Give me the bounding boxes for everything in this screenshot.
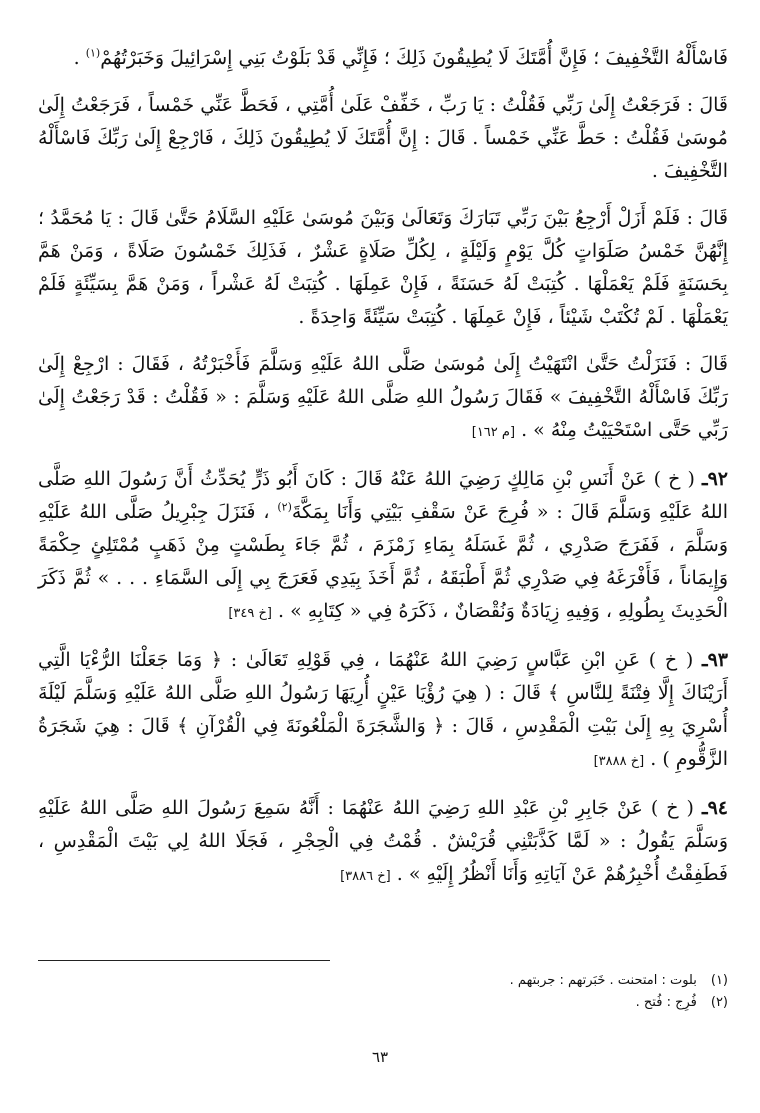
footnote-text: فُرِج : فُتح . (635, 995, 697, 1010)
paragraph-text-cont: ، فَنَزَلَ جِبْرِيلُ صَلَّى اللهُ عَلَيْهِ وَسَلَّمَ ، فَفَرَجَ صَدْرِي ، ثُمَّ غَسَلَهُ بِمَاءِ زَمْزَمَ ، ثُمَّ جَاءَ بِطَسْتٍ مِنْ ذَهَبٍ مُمْتَلِئٍ حِكْمَةً وَإِيمَاناً ، فَأَفْرَغَهُ فِي صَدْرِي ثُمَّ أَطْبَقَهُ ، ثُمَّ أَخَذَ بِيَدِي فَعَرَجَ بِي إِلَى السَّمَاءِ . . . » ثُمَّ ذَكَرَ الْحَدِيثَ بِطُولِهِ ، وَفِيهِ زِيَادَةٌ وَنُقْصَانٌ ، ذَكَرَهُ فِي « كِتَابِهِ » . (38, 501, 728, 622)
source-reference: [م ١٦٢] (471, 425, 516, 440)
paragraph-text: ( خ ) عَنْ جَابِرِ بْنِ عَبْدِ اللهِ رَضِيَ اللهُ عَنْهُمَا : أَنَّهُ سَمِعَ رَسُولَ اللهِ صَلَّى اللهُ عَلَيْهِ وَسَلَّمَ يَقُولُ : « لَمَّا كَذَّبَتْنِي قُرَيْشٌ . قُمْتُ فِي الْحِجْرِ ، فَجَلَا اللهُ لِي بَيْتَ الْمَقْدِسِ ، فَطَفِقْتُ أُخْبِرُهُمْ عَنْ آيَاتِهِ وَأَنَا أَنْظُرُ إِلَيْهِ » . (38, 797, 728, 885)
page-number: ٦٣ (371, 1048, 389, 1066)
footnote-1 (38, 970, 728, 992)
footnote-mark: (٢) (710, 995, 728, 1010)
paragraph-text: ( خ ) عَنِ ابْنِ عَبَّاسٍ رَضِيَ اللهُ عَنْهُمَا ، فِي قَوْلِهِ تَعَالَىٰ : ﴿ وَمَا جَعَلْنَا الرُّءْيَا الَّتِي أَرَيْنَاكَ إِلَّا فِتْنَةً لِلنَّاسِ ﴾ قَالَ : ( هِيَ رُؤْيَا عَيْنٍ أُرِيَهَا رَسُولُ اللهِ صَلَّى اللهُ عَلَيْهِ وَسَلَّمَ لَيْلَةَ أُسْرِيَ بِهِ إِلَىٰ بَيْتِ الْمَقْدِسِ ، قَالَ : ﴿ وَالشَّجَرَةَ الْمَلْعُونَةَ فِي الْقُرْآنِ ﴾ قَالَ : هِيَ شَجَرَةُ الزَّقُّومِ ) . (38, 649, 728, 770)
footnote-mark: (٢) (277, 500, 292, 514)
paragraph-text-cont: . (73, 47, 86, 69)
paragraph-2 (38, 89, 728, 188)
paragraph-text: قَالَ : فَرَجَعْتُ إِلَىٰ رَبِّي فَقُلْتُ : يَا رَبِّ ، خَفِّفْ عَلَىٰ أُمَّتِي ، فَحَطَّ عَنِّي خَمْساً ، فَرَجَعْتُ إِلَىٰ مُوسَىٰ فَقُلْتُ : حَطَّ عَنِّي خَمْساً . قَالَ : إِنَّ أُمَّتَكَ لَا يُطِيقُونَ ذَلِكَ ، فَارْجِعْ إِلَىٰ رَبِّكَ فَاسْأَلْهُ التَّخْفِيفَ . (38, 94, 728, 182)
source-reference: [خ ٣٨٨٨] (593, 754, 645, 769)
hadith-93 (38, 644, 728, 778)
source-reference: [خ ٣٤٩] (228, 606, 272, 621)
footnote-2 (38, 992, 728, 1014)
hadith-number: ٩٢ـ (702, 468, 728, 490)
hadith-number: ٩٣ـ (702, 649, 728, 671)
hadith-92 (38, 463, 728, 630)
footnote-mark: (١) (710, 973, 728, 988)
paragraph-text: ( خ ) عَنْ أَنَسِ بْنِ مَالِكٍ رَضِيَ اللهُ عَنْهُ قَالَ : كَانَ أَبُو ذَرٍّ يُحَدِّثُ أَنَّ رَسُولَ اللهِ صَلَّى اللهُ عَلَيْهِ وَسَلَّمَ قَالَ : « فُرِجَ عَنْ سَقْفِ بَيْتِي وَأَنَا بِمَكَّةَ (38, 468, 728, 523)
footnote-divider (38, 960, 330, 961)
page-body (38, 42, 728, 1082)
paragraph-3 (38, 202, 728, 334)
paragraph-text: فَاسْأَلْهُ التَّخْفِيفَ ؛ فَإِنَّ أُمَّتَكَ لَا يُطِيقُونَ ذَلِكَ ؛ فَإِنِّي قَدْ بَلَوْتُ بَنِي إِسْرَائِيلَ وَخَبَرْتُهُمْ (100, 47, 728, 69)
footnote-text: بلوت : امتحنت . خَبَرتهم : جربتهم . (509, 973, 697, 988)
footnotes (38, 970, 728, 1014)
paragraph-4 (38, 348, 728, 449)
source-reference: [خ ٣٨٨٦] (340, 869, 391, 884)
hadith-number: ٩٤ـ (702, 797, 728, 819)
footnote-mark: (١) (85, 46, 101, 60)
paragraph-1 (38, 42, 728, 75)
hadith-94 (38, 792, 728, 893)
paragraph-text: قَالَ : فَلَمْ أَزَلْ أَرْجِعُ بَيْنَ رَبِّي تَبَارَكَ وَتَعَالَىٰ وَبَيْنَ مُوسَىٰ عَلَيْهِ السَّلَامُ حَتَّىٰ قَالَ : يَا مُحَمَّدُ ؛ إِنَّهُنَّ خَمْسُ صَلَوَاتٍ كُلَّ يَوْمٍ وَلَيْلَةٍ ، لِكُلِّ صَلَاةٍ عَشْرٌ ، فَذَلِكَ خَمْسُونَ صَلَاةً ، وَمَنْ هَمَّ بِحَسَنَةٍ فَلَمْ يَعْمَلْهَا . كُتِبَتْ لَهُ حَسَنَةً ، فَإِنْ عَمِلَهَا . كُتِبَتْ لَهُ عَشْراً ، وَمَنْ هَمَّ بِسَيِّئَةٍ فَلَمْ يَعْمَلْهَا . لَمْ تُكْتَبْ شَيْئاً ، فَإِنْ عَمِلَهَا . كُتِبَتْ سَيِّئَةً وَاحِدَةً . (38, 207, 728, 328)
paragraph-text: قَالَ : فَنَزَلْتُ حَتَّىٰ انْتَهَيْتُ إِلَىٰ مُوسَىٰ صَلَّى اللهُ عَلَيْهِ وَسَلَّمَ فَأَخْبَرْتُهُ ، فَقَالَ : ارْجِعْ إِلَىٰ رَبِّكَ فَاسْأَلْهُ التَّخْفِيفَ » فَقَالَ رَسُولُ اللهِ صَلَّى اللهُ عَلَيْهِ وَسَلَّمَ : « فَقُلْتُ : قَدْ رَجَعْتُ إِلَىٰ رَبِّي حَتَّى اسْتَحْيَيْتُ مِنْهُ » . (38, 353, 728, 441)
